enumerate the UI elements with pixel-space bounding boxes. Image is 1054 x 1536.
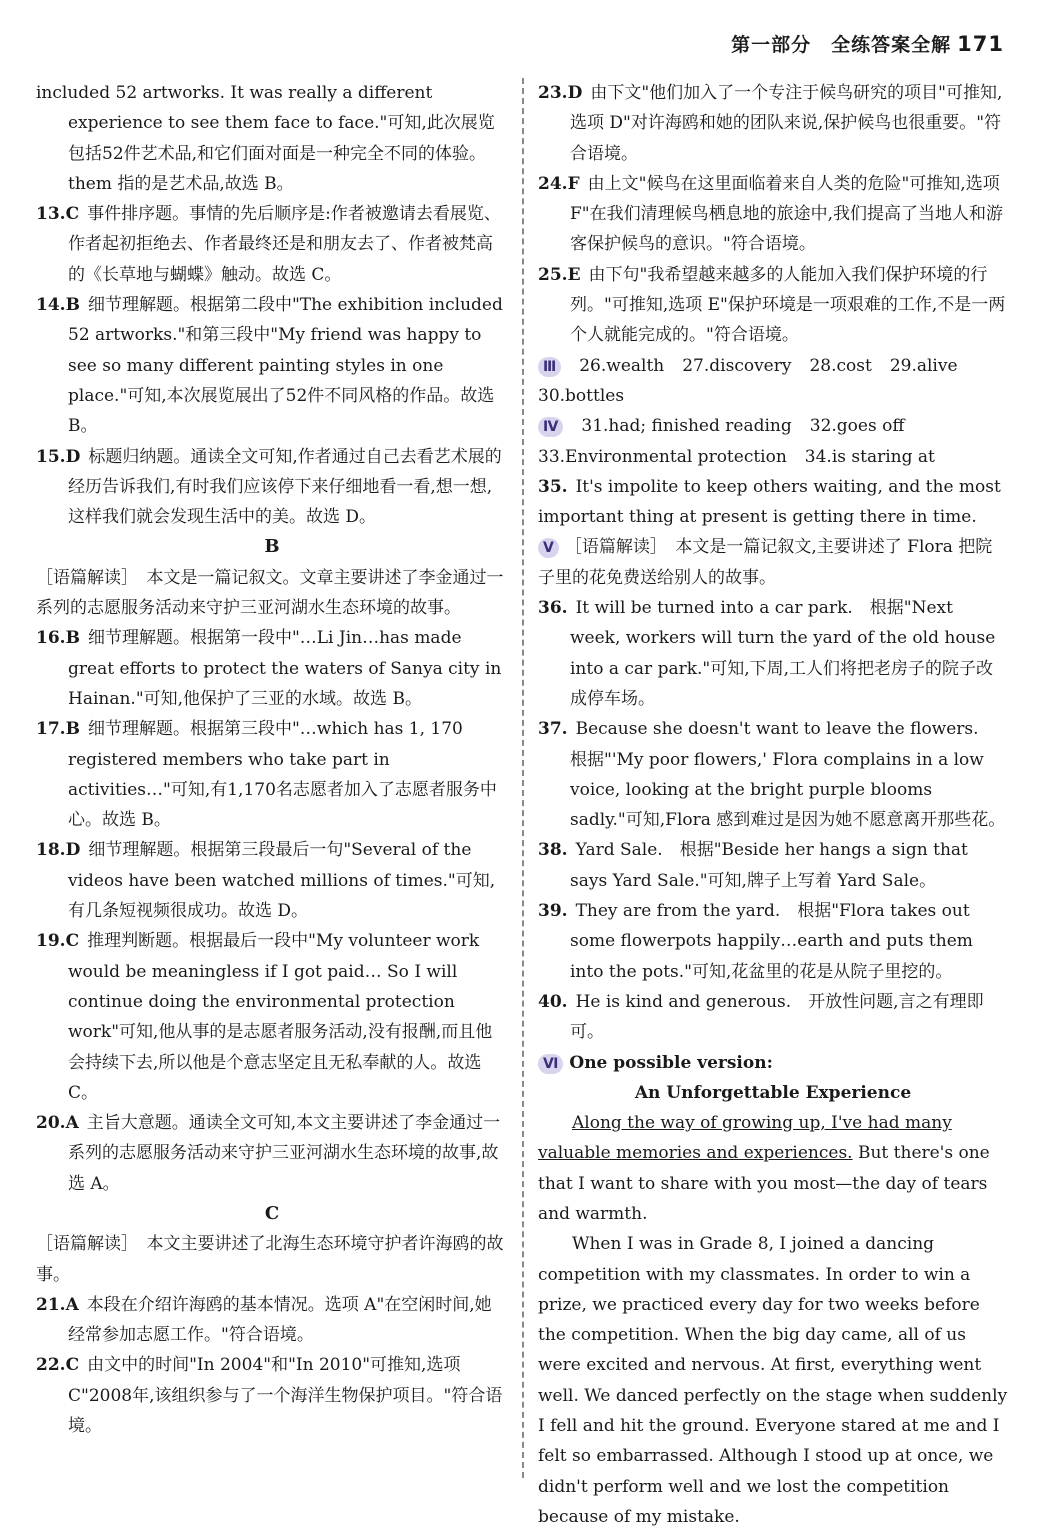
answer-paragraph bbox=[36, 1290, 508, 1351]
answer-paragraph bbox=[36, 1108, 508, 1199]
answer-row bbox=[538, 442, 1008, 472]
answer-item: 27.discovery bbox=[682, 355, 792, 376]
paragraph-text: 由上文"候鸟在这里面临着来自人类的危险"可推知,选项 F"在我们清理候鸟栖息地的旅途中,我们提高了当地人和游客保护候鸟的意识。"符合语境。 bbox=[570, 173, 1004, 255]
answer-item: 30.bottles bbox=[538, 385, 625, 406]
question-number: 21.A bbox=[36, 1294, 79, 1315]
answer-paragraph bbox=[538, 714, 1008, 835]
answer-paragraph bbox=[538, 593, 1008, 714]
section-badge: Ⅵ bbox=[538, 1054, 563, 1074]
answer-paragraph bbox=[538, 896, 1008, 987]
question-number: 36. bbox=[538, 598, 568, 619]
header-title: 第一部分 全练答案全解 bbox=[731, 34, 952, 56]
essay-title: An Unforgettable Experience bbox=[634, 1082, 912, 1103]
paragraph-text: 细节理解题。根据第三段中"…which has 1, 170 registered members who take part in activities…"可知,有1,170名志愿者加入了志愿者服务中心。故选 B。 bbox=[68, 719, 497, 831]
paragraph-text: Because she doesn't want to leave the flowers. 根据"'My poor flowers,' Flora complains in a low voice, looking at the bright purple blooms sadly."可知,Flora 感到难过是因为她不愿意离开那些花。 bbox=[570, 719, 1006, 831]
answer-item: 32.goes off bbox=[809, 416, 905, 437]
paragraph-text: 由文中的时间"In 2004"和"In 2010"可推知,选项 C"2008年,该组织参与了一个海洋生物保护项目。"符合语境。 bbox=[68, 1355, 503, 1437]
essay-paragraph bbox=[538, 1108, 1008, 1229]
answer-row bbox=[538, 411, 1008, 441]
section-heading: B bbox=[264, 536, 280, 558]
answer-item: 28.cost bbox=[809, 355, 872, 376]
left-column bbox=[36, 78, 508, 1441]
essay-paragraph: When I was in Grade 8, I joined a dancing competition with my classmates. In order to win a prize, we practiced every day for two weeks before the competition. When the big day came, all of us were excited and nervous. At first, everything went well. We danced perfectly on the stage when suddenly I fell and hit the ground. Everyone stared at me and I felt so embarrassed. Although I stood up at once, we didn't perform well and we lost the competition because of my mistake. bbox=[538, 1234, 1008, 1527]
paragraph-text: included 52 artworks. It was really a different experience to see them face to face."可知,此次展览包括52件艺术品,和它们面对面是一种完全不同的体验。them 指的是艺术品,故选 B。 bbox=[36, 83, 495, 194]
question-number: 13.C bbox=[36, 204, 80, 225]
underlined-sentence: Along the way of growing up, I've had many valuable memories and experiences. bbox=[538, 1113, 952, 1164]
question-number: 14.B bbox=[36, 295, 80, 316]
answer-paragraph bbox=[36, 78, 508, 199]
answer-paragraph bbox=[538, 472, 1008, 533]
question-number: 22.C bbox=[36, 1355, 80, 1376]
question-number: 39. bbox=[538, 901, 568, 922]
page-header bbox=[731, 30, 1004, 57]
answer-item: 31.had; finished reading bbox=[581, 416, 792, 437]
question-number: 19.C bbox=[36, 931, 80, 952]
question-number: 37. bbox=[538, 719, 568, 740]
paragraph-text: 主旨大意题。通读全文可知,本文主要讲述了李金通过一系列的志愿服务活动来守护三亚河湖水生态环境的故事,故选 A。 bbox=[68, 1113, 501, 1194]
paragraph-text: 由下文"他们加入了一个专注于候鸟研究的项目"可推知,选项 D"对许海鸥和她的团队来说,保护候鸟也很重要。"符合语境。 bbox=[570, 83, 1003, 164]
paragraph-text: 细节理解题。根据第二段中"The exhibition included 52 artworks."和第三段中"My friend was happy to see so many different painting styles in one place."可知,本次展览展出了52件不同风格的作品。故选 B。 bbox=[68, 295, 503, 437]
question-number: 25.E bbox=[538, 264, 581, 285]
section-heading: C bbox=[264, 1202, 280, 1224]
answer-paragraph bbox=[36, 714, 508, 835]
answer-paragraph bbox=[538, 78, 1008, 169]
paragraph-text: 细节理解题。根据第一段中"…Li Jin…has made great efforts to protect the waters of Sanya city in Hainan."可知,他保护了三亚的水域。故选 B。 bbox=[68, 628, 502, 709]
answer-item: 26.wealth bbox=[579, 355, 665, 376]
paragraph-text: One possible version: bbox=[569, 1052, 773, 1073]
paragraph-text: 本段在介绍许海鸥的基本情况。选项 A"在空闲时间,她经常参加志愿工作。"符合语境。 bbox=[68, 1294, 492, 1346]
section-badge: Ⅴ bbox=[538, 538, 559, 558]
question-number: 15.D bbox=[36, 446, 81, 467]
answer-paragraph bbox=[36, 199, 508, 290]
question-number: 38. bbox=[538, 840, 568, 861]
paragraph-text: It's impolite to keep others waiting, and the most important thing at present is getting there in time. bbox=[538, 476, 1001, 528]
answer-row bbox=[538, 381, 1008, 411]
paragraph-text: 由下句"我希望越来越多的人能加入我们保护环境的行列。"可推知,选项 E"保护环境是一项艰难的工作,不是一两个人就能完成的。"符合语境。 bbox=[570, 264, 1006, 346]
question-number: 35. bbox=[538, 476, 568, 497]
paragraph-text: He is kind and generous. 开放性问题,言之有理即可。 bbox=[570, 991, 984, 1043]
paragraph-text: They are from the yard. 根据"Flora takes out some flowerpots happily…earth and puts them into the pots."可知,花盆里的花是从院子里挖的。 bbox=[570, 901, 973, 982]
paragraph-text: 事件排序题。事情的先后顺序是:作者被邀请去看展览、作者起初拒绝去、作者最终还是和朋友去了、作者被梵高的《长草地与蝴蝶》触动。故选 C。 bbox=[68, 204, 501, 285]
answer-paragraph bbox=[36, 1229, 508, 1290]
answer-paragraph bbox=[538, 987, 1008, 1048]
answer-paragraph bbox=[36, 1350, 508, 1441]
question-number: 17.B bbox=[36, 719, 80, 740]
right-column bbox=[538, 78, 1008, 1532]
answer-item: 29.alive bbox=[889, 355, 958, 376]
paragraph-text: ［语篇解读］ 本文是一篇记叙文。文章主要讲述了李金通过一系列的志愿服务活动来守护三亚河湖水生态环境的故事。 bbox=[36, 567, 504, 619]
answer-item: 33.Environmental protection bbox=[538, 446, 787, 467]
paragraph-text: ［语篇解读］ 本文是一篇记叙文,主要讲述了 Flora 把院子里的花免费送给别人的故事。 bbox=[538, 537, 993, 588]
paragraph-text: Yard Sale. 根据"Beside her hangs a sign that says Yard Sale."可知,牌子上写着 Yard Sale。 bbox=[570, 840, 968, 891]
paragraph-text: 标题归纳题。通读全文可知,作者通过自己去看艺术展的经历告诉我们,有时我们应该停下来仔细地看一看,想一想,这样我们就会发现生活中的美。故选 D。 bbox=[68, 446, 502, 528]
question-number: 40. bbox=[538, 991, 568, 1012]
answer-paragraph bbox=[36, 442, 508, 533]
paragraph-text: But there's one that I want to share with you most—the day of tears and warmth. bbox=[538, 1143, 990, 1224]
answer-row bbox=[538, 351, 1008, 381]
question-number: 16.B bbox=[36, 628, 80, 649]
answer-paragraph bbox=[36, 290, 508, 441]
answer-paragraph bbox=[538, 532, 1008, 593]
paragraph-text: It will be turned into a car park. 根据"Next week, workers will turn the yard of the old house into a car park."可知,下周,工人们将把老房子的院子改成停车场。 bbox=[570, 598, 996, 709]
question-number: 18.D bbox=[36, 840, 81, 861]
answer-paragraph bbox=[538, 169, 1008, 260]
answer-paragraph bbox=[36, 623, 508, 714]
answer-paragraph bbox=[538, 1048, 1008, 1078]
question-number: 20.A bbox=[36, 1113, 79, 1134]
answer-paragraph bbox=[538, 260, 1008, 351]
section-badge: Ⅲ bbox=[538, 357, 561, 377]
paragraph-text: 细节理解题。根据第三段最后一句"Several of the videos have been watched millions of times."可知,有几条短视频很成功。故选 D。 bbox=[68, 840, 496, 922]
answer-item: 34.is staring at bbox=[804, 446, 935, 467]
answer-paragraph bbox=[36, 563, 508, 624]
question-number: 24.F bbox=[538, 173, 580, 194]
paragraph-text: ［语篇解读］ 本文主要讲述了北海生态环境守护者许海鸥的故事。 bbox=[36, 1234, 504, 1285]
page-number: 171 bbox=[957, 32, 1004, 56]
column-divider bbox=[522, 78, 524, 1478]
answer-paragraph bbox=[36, 835, 508, 926]
answer-paragraph bbox=[36, 926, 508, 1108]
section-badge: Ⅳ bbox=[538, 417, 563, 437]
answer-paragraph bbox=[538, 835, 1008, 896]
question-number: 23.D bbox=[538, 83, 583, 103]
paragraph-text: 推理判断题。根据最后一段中"My volunteer work would be meaningless if I got paid… So I will continue doing the environmental protection work"可知,他从事的是志愿者服务活动,没有报酬,而且他会持续下去,所以他是个意志坚定且无私奉献的人。故选 C。 bbox=[68, 931, 493, 1103]
